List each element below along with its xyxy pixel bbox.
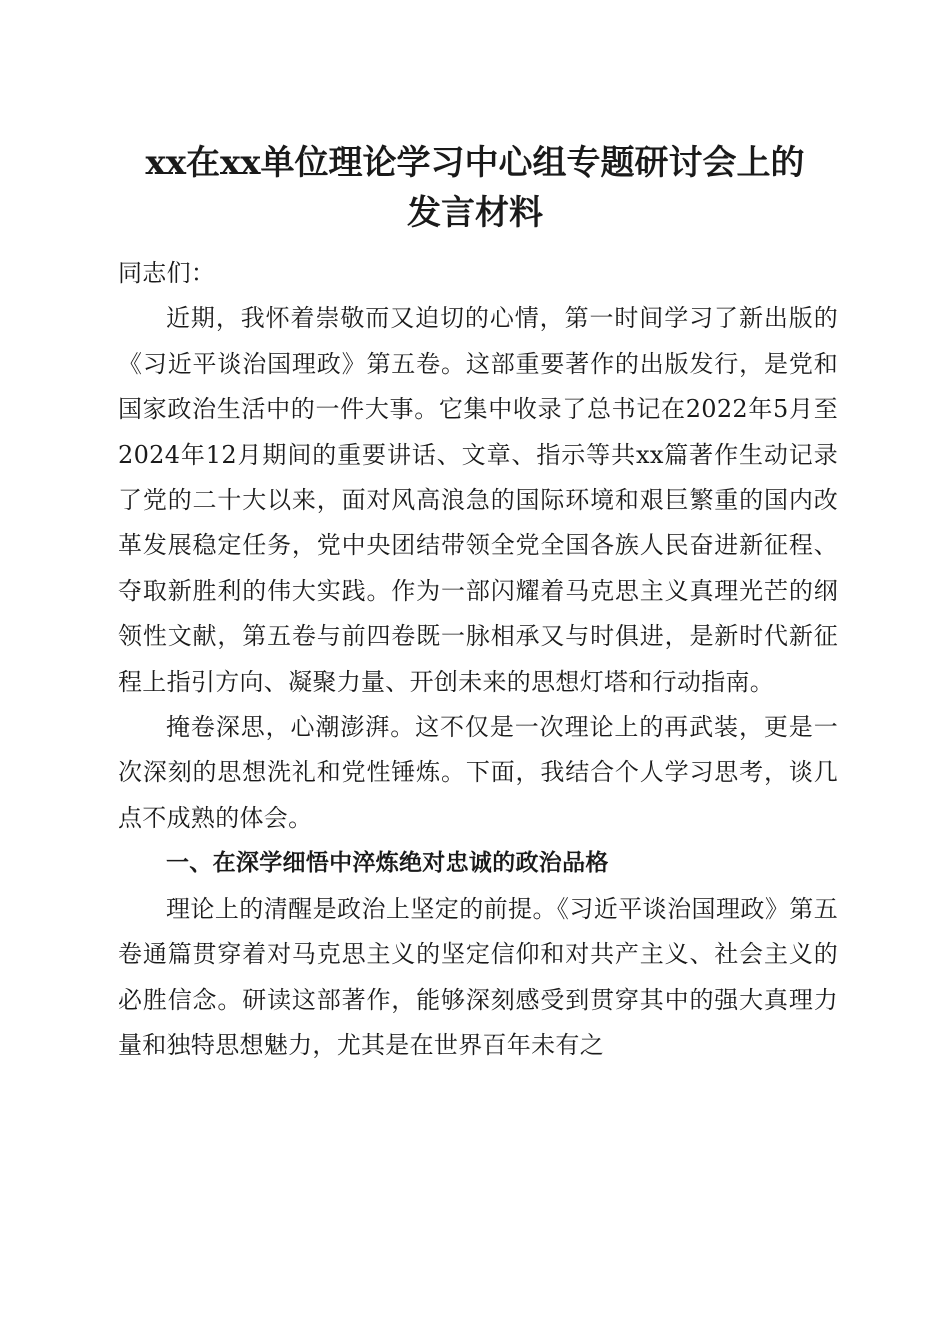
salutation: 同志们： xyxy=(118,259,216,287)
document-body xyxy=(118,251,838,1068)
paragraph-intro: 近期，我怀着崇敬而又迫切的心情，第一时间学习了新出版的《习近平谈治国理政》第五卷。这部重要著作的出版发行，是党和国家政治生活中的一件大事。它集中收录了总书记在2022年5月至2024年12月期间的重要讲话、文章、指示等共xx篇著作生动记录了党的二十大以来，面对风高浪急的国际环境和艰巨繁重的国内改革发展稳定任务，党中央团结带领全党全国各族人民奋进新征程、夺取新胜利的伟大实践。作为一部闪耀着马克思主义真理光芒的纲领性文献，第五卷与前四卷既一脉相承又与时俱进，是新时代新征程上指引方向、凝聚力量、开创未来的思想灯塔和行动指南。 xyxy=(118,304,838,696)
title-line-2: 发言材料 xyxy=(407,193,543,233)
document-title xyxy=(90,138,860,238)
title-line-1: xx在xx单位理论学习中心组专题研讨会上的 xyxy=(145,143,805,183)
paragraph-section-1: 理论上的清醒是政治上坚定的前提。《习近平谈治国理政》第五卷通篇贯穿着对马克思主义的坚定信仰和对共产主义、社会主义的必胜信念。研读这部著作，能够深刻感受到贯穿其中的强大真理力量和独特思想魅力，尤其是在世界百年未有之 xyxy=(118,894,838,1059)
section-heading-1: 一、在深学细悟中淬炼绝对忠诚的政治品格 xyxy=(166,850,609,877)
paragraph-reflection: 掩卷深思，心潮澎湃。这不仅是一次理论上的再武装，更是一次深刻的思想洗礼和党性锤炼。下面，我结合个人学习思考，谈几点不成熟的体会。 xyxy=(118,713,838,832)
